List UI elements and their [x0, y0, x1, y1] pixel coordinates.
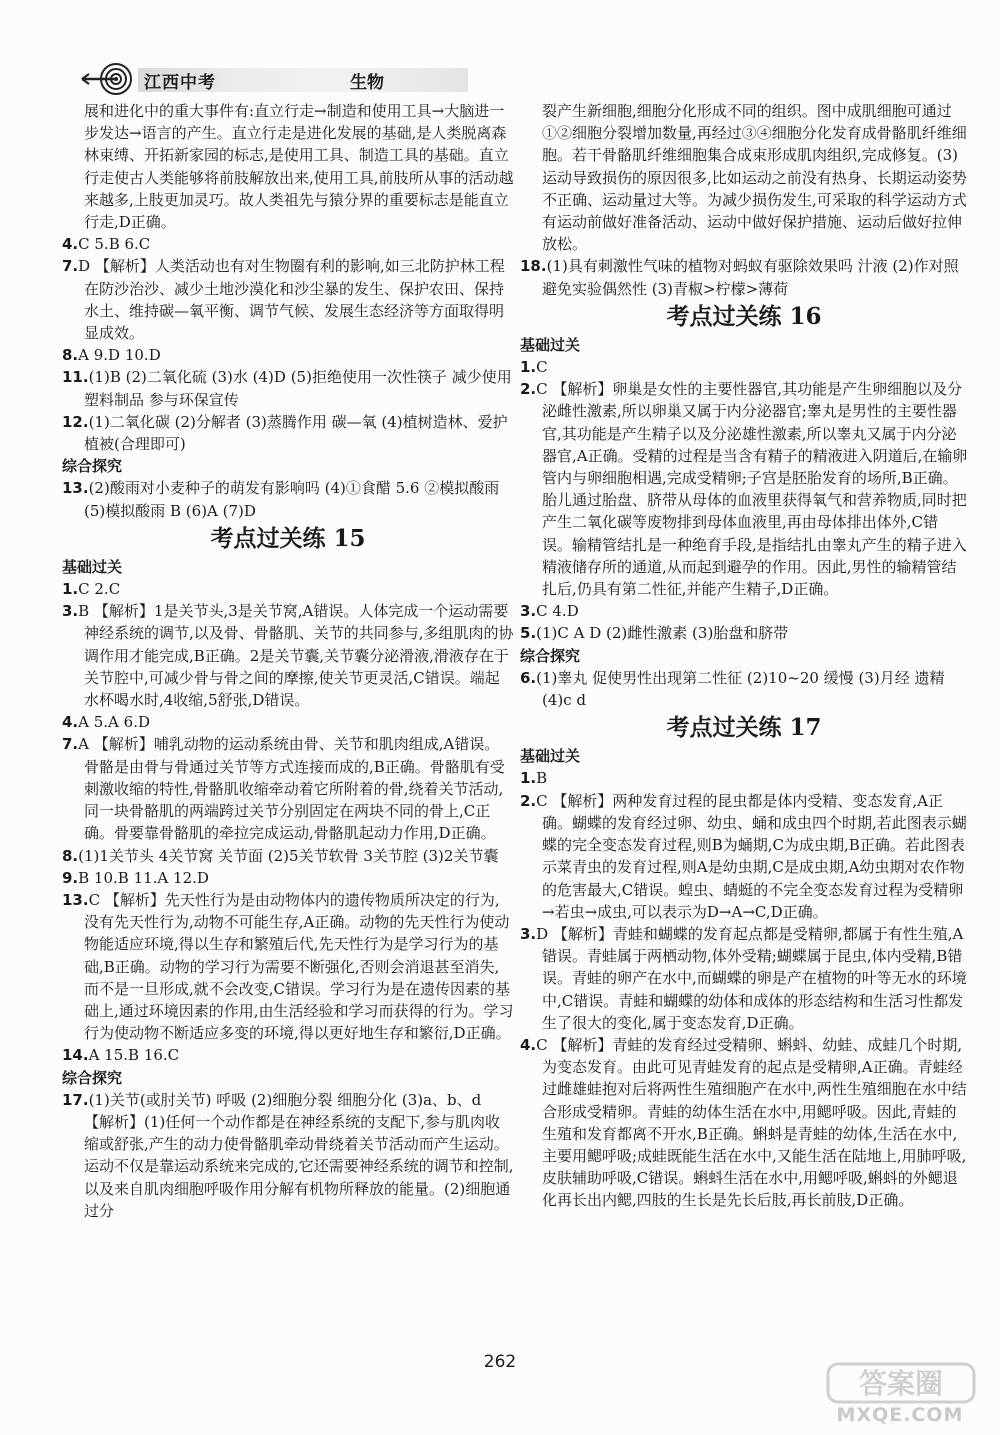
answer-text: C 【解析】两种发育过程的昆虫都是体内受精、变态发育,A正确。蝴蝶的发育经过卵、幼虫、蛹和成虫四个时期,若此图表示蝴蝶的完全变态发育过程,则B为蛹期,C为成虫期,B正确。若此图表示菜青虫的发育过程,则A是幼虫期,C是成虫期,A幼虫期对农作物的危害最大,C错误。蝗虫、蜻蜓的不完全变态发育过程为受精卵→若虫→成虫,可以表示为D→A→C,D正确。: [536, 791, 967, 921]
answer-text: B 10.B 11.A 12.D: [78, 868, 209, 887]
answer-number: 8.: [62, 846, 79, 865]
subsection-heading: 综合探究: [520, 646, 581, 665]
answer-text: A 5.A 6.D: [78, 713, 150, 732]
answer-number: 8.: [62, 346, 79, 365]
answer-number: 9.: [62, 868, 79, 887]
answer-text: C 4.D: [536, 602, 579, 621]
answer-number: 4.: [62, 713, 79, 732]
answer-number: 11.: [62, 368, 89, 387]
answer-number: 7.: [62, 257, 79, 276]
answer-text: B: [536, 769, 548, 788]
answer-text: C: [536, 358, 548, 377]
answer-text: (1)二氧化碳 (2)分解者 (3)蒸腾作用 碳—氧 (4)植树造林、爱护植被(合理即可): [84, 412, 508, 454]
answer-text: A 【解析】哺乳动物的运动系统由骨、关节和肌肉组成,A错误。骨骼是由骨与骨通过关节等方式连接而成的,B正确。骨骼肌有受刺激收缩的特性,骨骼肌收缩牵动着它所附着的骨,绕着关节活动,同一块骨骼肌的两端跨过关节分别固定在两块不同的骨上,C正确。骨要靠骨骼肌的牵拉完成运动,骨骼肌起动力作用,D正确。: [78, 735, 505, 843]
section-title: 考点过关练 16: [666, 302, 822, 330]
answer-number: 6.: [520, 668, 537, 687]
subsection-heading: 基础过关: [520, 747, 581, 766]
answer-item: [520, 1034, 968, 1212]
section-title: 考点过关练 17: [666, 714, 822, 742]
header-subject-label: 生物: [350, 73, 384, 93]
section-title: 考点过关练 15: [210, 524, 366, 552]
answer-item: [520, 600, 968, 622]
answer-item: [62, 733, 514, 844]
answer-number: 13.: [62, 890, 89, 909]
answer-continuation: 裂产生新细胞,细胞分化形成不同的组织。图中成肌细胞可通过①②细胞分裂增加数量,再经过③④细胞分化发育成骨骼肌纤维细胞。若干骨骼肌纤维细胞集合成束形成肌肉组织,完成修复。(3)运动导致损伤的原因很多,比如运动之前没有热身、长期运动姿势不正确、运动量过大等。为减少损伤发生,可采取的科学运动方式有运动前做好准备活动、运动中做好保护措施、运动后做好拉伸放松。: [542, 102, 967, 254]
answer-text: (2)酸雨对小麦种子的萌发有影响吗 (4)①食醋 5.6 ②模拟酸雨 (5)模拟酸雨 B (6)A (7)D: [84, 479, 500, 520]
answer-item: [520, 667, 968, 711]
answer-text: C 5.B 6.C: [78, 235, 151, 254]
answer-continuation: 展和进化中的重大事件有:直立行走→制造和使用工具→大脑进一步发达→语言的产生。直立行走是进化发展的基础,是人类脱离森林束缚、开拓新家园的标志,是使用工具、制造工具的基础。直立行走使古人类能够将前肢解放出来,使用工具,前肢所从事的活动越来越多,上肢更加灵巧。故人类祖先与猿分界的重要标志是能直立行走,D正确。: [84, 102, 514, 232]
answer-text: (1)睾丸 促使男性出现第二性征 (2)10~20 缓慢 (3)月经 遗精 (4)c d: [536, 668, 945, 710]
answer-text: C 【解析】卵巢是女性的主要性器官,其功能是产生卵细胞以及分泌雌性激素,所以卵巢又属于内分泌器官;睾丸是男性的主要性器官,其功能是产生精子以及分泌雄性激素,所以睾丸又属于内分泌器官,A正确。受精的过程是当含有精子的精液进入阴道后,在输卵管内与卵细胞相遇,完成受精卵;子宫是胚胎发育的场所,B正确。胎儿通过胎盘、脐带从母体的血液里获得氧气和营养物质,同时把产生二氧化碳等废物排到母体血液里,再由母体排出体外,C错误。输精管结扎是一种绝育手段,是指结扎由睾丸产生的精子进入精液储存所的通道,从而起到避孕的作用。因此,男性的输精管结扎后,仍具有第二性征,并能产生精子,D正确。: [536, 380, 968, 599]
answer-text: B 【解析】1是关节头,3是关节窝,A错误。人体完成一个运动需要神经系统的调节,以及骨、骨骼肌、关节的共同参与,多组肌肉的协调作用才能完成,B正确。2是关节囊,关节囊分泌滑液,滑液存在于关节腔中,可减少骨与骨之间的摩擦,使关节更灵活,C错误。端起水杯喝水时,4收缩,5舒张,D错误。: [78, 602, 514, 710]
answer-number: 18.: [520, 257, 547, 276]
answer-item: [62, 1044, 514, 1066]
answer-item: [520, 255, 968, 299]
answer-number: 4.: [520, 1035, 537, 1054]
header-exam-label: 江西中考: [144, 73, 216, 93]
answer-text: C 2.C: [78, 580, 121, 599]
answer-text: C 【解析】先天性行为是由动物体内的遗传物质所决定的行为,没有先天性行为,动物不可能生存,A正确。动物的先天性行为使动物能适应环境,得以生存和繁殖后代,先天性行为是学习行为的基础,B正确。动物的学习行为需要不断强化,否则会消退甚至消失,而不是一旦形成,就不会改变,C错误。学习行为是在遗传因素的基础上,通过环境因素的作用,由生活经验和学习而获得的行为。学习行为使动物不断适应多变的环境,得以更好地生存和繁衍,D正确。: [84, 890, 514, 1043]
answer-item: [62, 845, 514, 867]
answer-item: [62, 411, 514, 455]
answer-number: 5.: [520, 624, 537, 643]
answer-text: C 【解析】青蛙的发育经过受精卵、蝌蚪、幼蛙、成蛙几个时期,为变态发育。由此可见青蛙发育的起点是受精卵,A正确。青蛙经过雌雄蛙抱对后将两性生殖细胞产在水中,两性生殖细胞在水中结合形成受精卵。青蛙的幼体生活在水中,用鳃呼吸。因此,青蛙的生殖和发育都离不开水,B正确。蝌蚪是青蛙的幼体,生活在水中,主要用鳃呼吸;成蛙既能生活在水中,又能生活在陆地上,用肺呼吸,皮肤辅助呼吸,C错误。蝌蚪生活在水中,用鳃呼吸,蝌蚪的外鳃退化再长出内鳃,四肢的生长是先长后肢,再长前肢,D正确。: [536, 1035, 967, 1210]
answer-number: 2.: [520, 380, 537, 399]
subsection-heading: 综合探究: [62, 1068, 123, 1087]
answer-text: (1)关节(或肘关节) 呼吸 (2)细胞分裂 细胞分化 (3)a、b、d 【解析】(1)任何一个动作都是在神经系统的支配下,参与肌肉收缩或舒张,产生的动力使骨骼肌牵动骨绕着关节活动而产生运动。运动不仅是靠运动系统来完成的,它还需要神经系统的调节和控制,以及来自肌肉细胞呼吸作用分解有机物所释放的能量。(2)细胞通过分: [84, 1090, 514, 1220]
answer-number: 13.: [62, 479, 89, 498]
right-column: [520, 100, 968, 1212]
watermark: [812, 1360, 988, 1432]
answer-item: [62, 477, 514, 521]
answer-number: 7.: [62, 735, 79, 754]
answer-number: 17.: [62, 1090, 89, 1109]
answer-item: [520, 622, 968, 644]
answer-number: 3.: [520, 602, 537, 621]
answer-item: [62, 233, 514, 255]
subsection-heading: 基础过关: [520, 335, 581, 354]
answer-item: [62, 600, 514, 711]
answer-number: 4.: [62, 235, 79, 254]
answer-item: [520, 923, 968, 1034]
subsection-heading: 基础过关: [62, 557, 123, 576]
answer-item: [62, 366, 514, 410]
answer-number: 3.: [62, 602, 79, 621]
answer-text: A 9.D 10.D: [78, 346, 161, 365]
answer-item: [520, 790, 968, 923]
watermark-logo-icon: [826, 1360, 976, 1404]
answer-item: [62, 578, 514, 600]
answer-item: [520, 356, 968, 378]
answer-number: 1.: [62, 580, 79, 599]
answer-text: D 【解析】青蛙和蝴蝶的发育起点都是受精卵,都属于有性生殖,A错误。青蛙属于两栖动物,体外受精;蝴蝶属于昆虫,体内受精,B错误。青蛙的卵产在水中,而蝴蝶的卵是产在植物的叶等无水的环境中,C错误。青蛙和蝴蝶的幼体和成体的形态结构和生活习性都发生了很大的变化,属于变态发育,D正确。: [536, 924, 967, 1032]
answer-text: D 【解析】人类活动也有对生物圈有利的影响,如三北防护林工程在防沙治沙、减少土地沙漠化和沙尘暴的发生、保护农田、保持水土、维持碳—氧平衡、调节气候、发展生态经济等方面取得明显成效。: [78, 257, 505, 343]
answer-text: (1)1关节头 4关节窝 关节面 (2)5关节软骨 3关节腔 (3)2关节囊: [78, 846, 499, 865]
answer-text: A 15.B 16.C: [88, 1046, 180, 1065]
answer-item: [62, 255, 514, 344]
answer-number: 1.: [520, 358, 537, 377]
answer-item: [520, 767, 968, 789]
target-arrow-icon: [80, 60, 132, 98]
answer-text: (1)B (2)二氧化硫 (3)水 (4)D (5)拒绝使用一次性筷子 减少使用塑料制品 参与环保宣传: [84, 368, 512, 409]
answer-number: 14.: [62, 1046, 89, 1065]
answer-item: [62, 889, 514, 1044]
watermark-logo-text: 答案圈: [858, 1367, 944, 1400]
answer-number: 3.: [520, 924, 537, 943]
answer-number: 12.: [62, 412, 89, 431]
watermark-url: MXQE.COM: [836, 1404, 964, 1426]
subsection-heading: 综合探究: [62, 457, 123, 476]
page-number: 262: [483, 1352, 517, 1372]
answer-number: 1.: [520, 769, 537, 788]
left-column: [62, 100, 514, 1222]
answer-item: [520, 378, 968, 600]
answer-number: 2.: [520, 791, 537, 810]
answer-item: [62, 1089, 514, 1222]
answer-text: (1)具有刺激性气味的植物对蚂蚁有驱除效果吗 汁液 (2)作对照 避免实验偶然性 (3)青椒>柠檬>薄荷: [542, 257, 959, 298]
answer-item: [62, 711, 514, 733]
page-header: [80, 62, 460, 96]
answer-item: [62, 867, 514, 889]
answer-item: [62, 344, 514, 366]
answer-text: (1)C A D (2)雌性激素 (3)胎盘和脐带: [536, 624, 789, 643]
